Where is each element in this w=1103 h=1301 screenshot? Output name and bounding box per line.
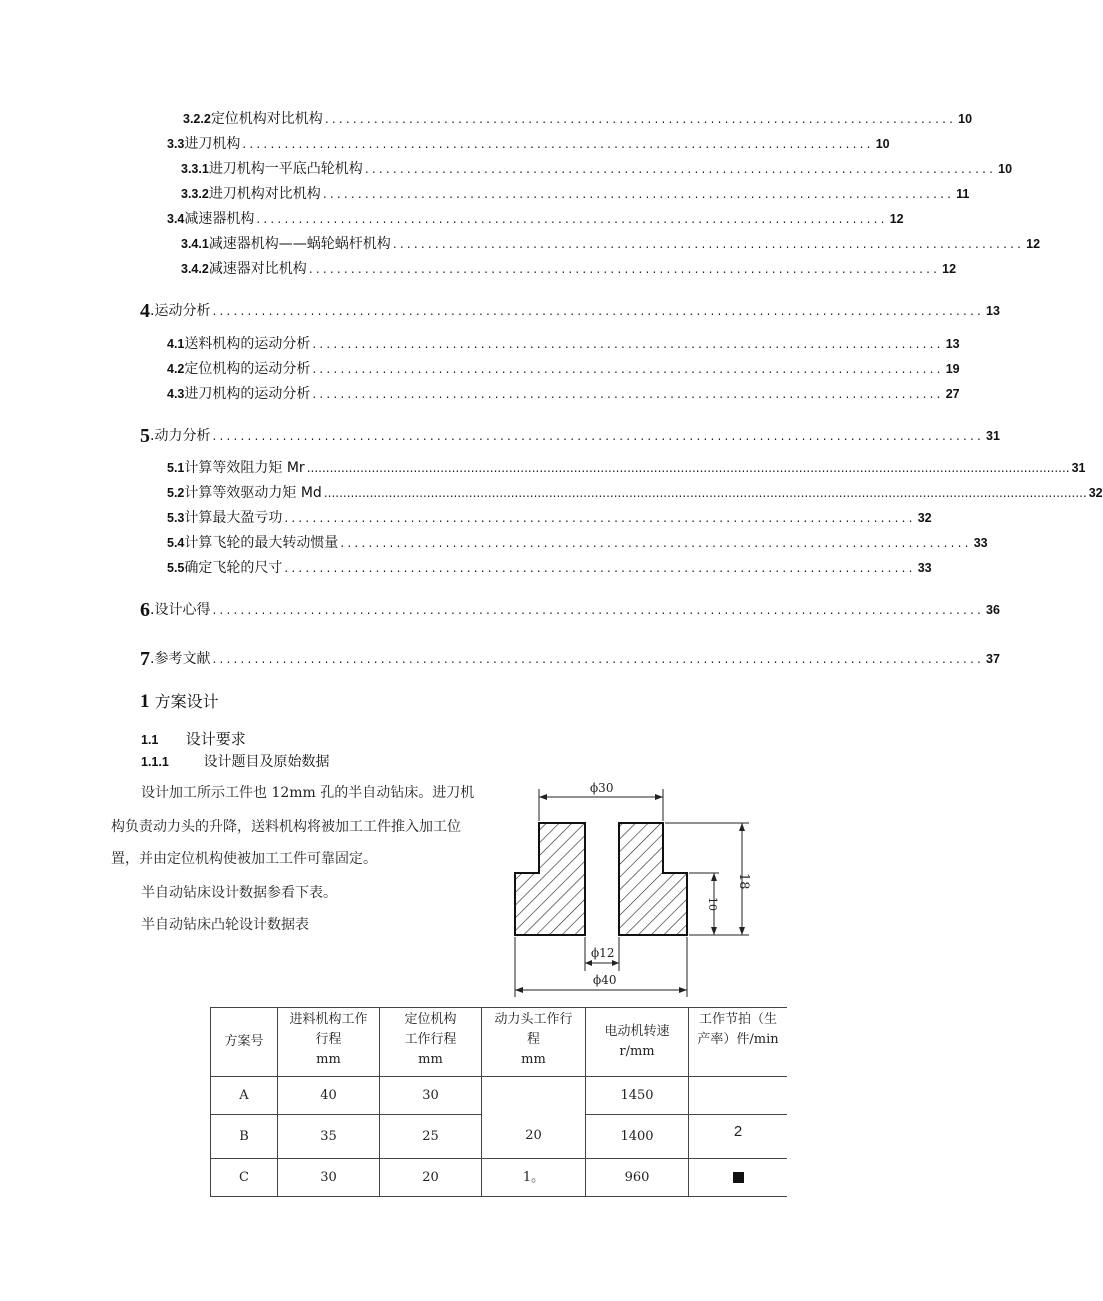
cell-feed: 30 bbox=[278, 1159, 380, 1197]
toc-entry-page: 10 bbox=[958, 112, 973, 126]
description-line-1: 设计加工所示工件也 12mm 孔的半自动钻床。进刀机 bbox=[141, 785, 475, 801]
cell-feed: 40 bbox=[278, 1077, 380, 1115]
toc-entry[interactable] bbox=[167, 482, 1103, 502]
header-feed-stroke: 进料机构工作 行程 mm bbox=[278, 1008, 380, 1077]
toc-entry-page: 10 bbox=[998, 162, 1013, 176]
toc-entry-title: 确定飞轮的尺寸 bbox=[184, 560, 283, 576]
toc-chapter-title: .参考文献 bbox=[150, 651, 211, 667]
toc-entry-page: 12 bbox=[889, 212, 904, 226]
toc-entry-page: 32 bbox=[917, 511, 932, 525]
cell-plan: A bbox=[211, 1077, 278, 1115]
workpiece-right-section bbox=[619, 823, 687, 935]
toc-entry-title: 送料机构的运动分析 bbox=[184, 336, 311, 352]
cell-plan: B bbox=[211, 1115, 278, 1159]
toc-chapter[interactable] bbox=[140, 421, 1000, 447]
workpiece-drawing bbox=[505, 775, 770, 1000]
toc-entry-page: 31 bbox=[1071, 461, 1086, 475]
toc-entry-number: 5.1 bbox=[167, 461, 185, 475]
cell-locate: 25 bbox=[380, 1115, 482, 1159]
toc-entry-number: 4.3 bbox=[167, 387, 185, 401]
cell-beat bbox=[689, 1077, 788, 1115]
toc-leader-dots: .......................................................................................... bbox=[340, 536, 972, 550]
toc-entry-title: 计算飞轮的最大转动惯量 bbox=[184, 535, 339, 551]
toc-entry-page: 33 bbox=[973, 536, 988, 550]
toc-chapter[interactable] bbox=[140, 296, 1000, 322]
workpiece-left-section bbox=[515, 823, 585, 935]
header-motor-speed: 电动机转速 r/mm bbox=[586, 1008, 689, 1077]
toc-entry-number: 3.3.2 bbox=[181, 187, 209, 201]
table-row bbox=[211, 1159, 788, 1197]
toc-leader-dots: ........................................................................................................................................................................................................ bbox=[323, 486, 1087, 500]
table-row bbox=[211, 1115, 788, 1159]
section-heading-2-number: 1.1 bbox=[141, 733, 159, 747]
toc-leader-dots: .......................................................................................... bbox=[322, 187, 955, 201]
table-caption: 半自动钻床凸轮设计数据表 bbox=[141, 917, 309, 933]
toc-entry[interactable] bbox=[167, 557, 932, 577]
toc-chapter-page: 13 bbox=[986, 304, 1000, 318]
cell-plan: C bbox=[211, 1159, 278, 1197]
section-heading-3-title: 设计题目及原始数据 bbox=[203, 754, 330, 770]
section-heading-3-number: 1.1.1 bbox=[141, 755, 169, 769]
toc-chapter-page: 31 bbox=[986, 429, 1000, 443]
toc-entry[interactable] bbox=[183, 108, 973, 128]
table-row bbox=[211, 1077, 788, 1115]
toc-entry-number: 5.4 bbox=[167, 536, 185, 550]
toc-entry-number: 5.2 bbox=[167, 486, 185, 500]
toc-entry-page: 12 bbox=[942, 262, 957, 276]
dim-bottom-outer-label: ϕ40 bbox=[593, 973, 617, 987]
toc-entry[interactable] bbox=[167, 532, 988, 552]
toc-entry[interactable] bbox=[167, 358, 960, 378]
toc-entry-number: 3.2.2 bbox=[183, 112, 211, 126]
toc-chapter-page: 37 bbox=[986, 652, 1000, 666]
toc-leader-dots: .......................................................................................... bbox=[392, 237, 1025, 251]
toc-entry-number: 5.3 bbox=[167, 511, 185, 525]
toc-chapter-number: 4 bbox=[140, 300, 150, 322]
description-line-2: 构负责动力头的升降，送料机构将被加工工件推入加工位 bbox=[111, 819, 461, 835]
dim-right-outer-label: 18 bbox=[736, 873, 751, 890]
dim-right-inner-label: 10 bbox=[706, 897, 719, 911]
square-bullet-icon bbox=[733, 1172, 744, 1183]
toc-entry-number: 4.2 bbox=[167, 362, 185, 376]
toc-leader-dots: .......................................................................................... bbox=[284, 561, 916, 575]
cell-locate: 20 bbox=[380, 1159, 482, 1197]
toc-entry-title: 进刀机构对比机构 bbox=[208, 186, 321, 202]
cell-beat bbox=[689, 1159, 788, 1197]
toc-entry-page: 13 bbox=[945, 337, 960, 351]
toc-leader-dots: .......................................................................................... bbox=[364, 162, 997, 176]
toc-entry[interactable] bbox=[167, 133, 890, 153]
toc-entry[interactable] bbox=[181, 183, 970, 203]
toc-entry-page: 11 bbox=[956, 187, 970, 201]
toc-entry-number: 3.4.2 bbox=[181, 262, 209, 276]
cell-head: 20 bbox=[482, 1115, 586, 1159]
toc-chapter-title: .设计心得 bbox=[150, 602, 211, 618]
toc-leader-dots: .......................................................................................... bbox=[308, 262, 941, 276]
toc-entry-number: 3.3.1 bbox=[181, 162, 209, 176]
section-heading-1-number: 1 bbox=[140, 691, 150, 712]
toc-entry-number: 4.1 bbox=[167, 337, 185, 351]
toc-entry[interactable] bbox=[167, 507, 932, 527]
cell-feed: 35 bbox=[278, 1115, 380, 1159]
toc-leader-dots: .......................................................................................... bbox=[312, 337, 944, 351]
toc-chapter-number: 7 bbox=[140, 648, 150, 670]
section-heading-1-title: 方案设计 bbox=[154, 692, 219, 711]
toc-entry-number: 3.4.1 bbox=[181, 237, 209, 251]
toc-chapter[interactable] bbox=[140, 644, 1000, 670]
toc-entry-title: 减速器机构 bbox=[184, 211, 255, 227]
toc-chapter-number: 5 bbox=[140, 425, 150, 447]
toc-leader-dots: .............................................................................................................. bbox=[212, 304, 985, 318]
toc-entry[interactable] bbox=[181, 258, 957, 278]
header-head-stroke: 动力头工作行 程 mm bbox=[482, 1008, 586, 1077]
toc-leader-dots: .............................................................................................................. bbox=[212, 652, 985, 666]
header-locate-stroke: 定位机构 工作行程 mm bbox=[380, 1008, 482, 1077]
dim-bottom-inner-label: ϕ12 bbox=[591, 946, 615, 960]
description-line-3: 置，并由定位机构使被加工工件可靠固定。 bbox=[111, 851, 377, 867]
section-heading-2-title: 设计要求 bbox=[185, 730, 246, 748]
toc-entry-title: 进刀机构一平底凸轮机构 bbox=[208, 161, 363, 177]
cell-beat: 2 bbox=[689, 1115, 788, 1159]
toc-leader-dots: .......................................................................................... bbox=[242, 137, 874, 151]
toc-chapter[interactable] bbox=[140, 595, 1000, 621]
section-heading-3 bbox=[141, 751, 329, 771]
toc-leader-dots: ........................................................................................................................................................................................................ bbox=[306, 461, 1070, 475]
cell-motor: 1400 bbox=[586, 1115, 689, 1159]
dim-top-label: ϕ30 bbox=[590, 781, 614, 795]
header-plan: 方案号 bbox=[211, 1008, 278, 1077]
toc-entry[interactable] bbox=[167, 333, 960, 353]
toc-entry[interactable] bbox=[181, 233, 1041, 253]
toc-entry-page: 12 bbox=[1026, 237, 1041, 251]
design-data-table bbox=[210, 1007, 787, 1197]
toc-leader-dots: .......................................................................................... bbox=[324, 112, 957, 126]
toc-entry-title: 计算等效驱动力矩 Md bbox=[184, 485, 322, 501]
toc-chapter-number: 6 bbox=[140, 599, 150, 621]
header-work-beat: 工作节拍（生 产率）件/min bbox=[689, 1008, 788, 1077]
toc-chapter-title: .动力分析 bbox=[150, 428, 211, 444]
toc-entry-page: 27 bbox=[945, 387, 960, 401]
cell-motor: 960 bbox=[586, 1159, 689, 1197]
toc-entry-title: 计算最大盈亏功 bbox=[184, 510, 283, 526]
toc-leader-dots: .......................................................................................... bbox=[256, 212, 888, 226]
toc-entry-page: 33 bbox=[917, 561, 932, 575]
toc-entry-title: 进刀机构 bbox=[184, 136, 241, 152]
toc-entry-number: 3.3 bbox=[167, 137, 185, 151]
table-header-row bbox=[211, 1008, 788, 1077]
cell-motor: 1450 bbox=[586, 1077, 689, 1115]
toc-entry-title: 减速器机构——蜗轮蜗杆机构 bbox=[208, 236, 391, 252]
toc-entry-title: 定位机构的运动分析 bbox=[184, 361, 311, 377]
toc-leader-dots: .............................................................................................................. bbox=[212, 429, 985, 443]
toc-leader-dots: .......................................................................................... bbox=[312, 362, 944, 376]
toc-entry-page: 19 bbox=[945, 362, 960, 376]
section-heading-1 bbox=[140, 689, 219, 713]
toc-entry-title: 计算等效阻力矩 Mr bbox=[184, 460, 305, 476]
toc-entry-title: 定位机构对比机构 bbox=[210, 111, 323, 127]
toc-leader-dots: .......................................................................................... bbox=[284, 511, 916, 525]
toc-entry-page: 32 bbox=[1088, 486, 1103, 500]
toc-entry-number: 5.5 bbox=[167, 561, 185, 575]
toc-entry-page: 10 bbox=[875, 137, 890, 151]
cell-locate: 30 bbox=[380, 1077, 482, 1115]
cell-head bbox=[482, 1077, 586, 1115]
toc-entry[interactable] bbox=[167, 208, 904, 228]
description-line-4: 半自动钻床设计数据参看下表。 bbox=[141, 885, 337, 901]
toc-entry-number: 3.4 bbox=[167, 212, 185, 226]
toc-leader-dots: .......................................................................................... bbox=[312, 387, 944, 401]
section-heading-2 bbox=[141, 728, 246, 749]
toc-entry[interactable] bbox=[167, 457, 1086, 477]
toc-entry[interactable] bbox=[181, 158, 1013, 178]
toc-entry-title: 减速器对比机构 bbox=[208, 261, 307, 277]
toc-entry[interactable] bbox=[167, 383, 960, 403]
toc-chapter-page: 36 bbox=[986, 603, 1000, 617]
toc-entry-title: 进刀机构的运动分析 bbox=[184, 386, 311, 402]
cell-head: 1。 bbox=[482, 1159, 586, 1197]
toc-leader-dots: .............................................................................................................. bbox=[212, 603, 985, 617]
toc-chapter-title: .运动分析 bbox=[150, 303, 211, 319]
